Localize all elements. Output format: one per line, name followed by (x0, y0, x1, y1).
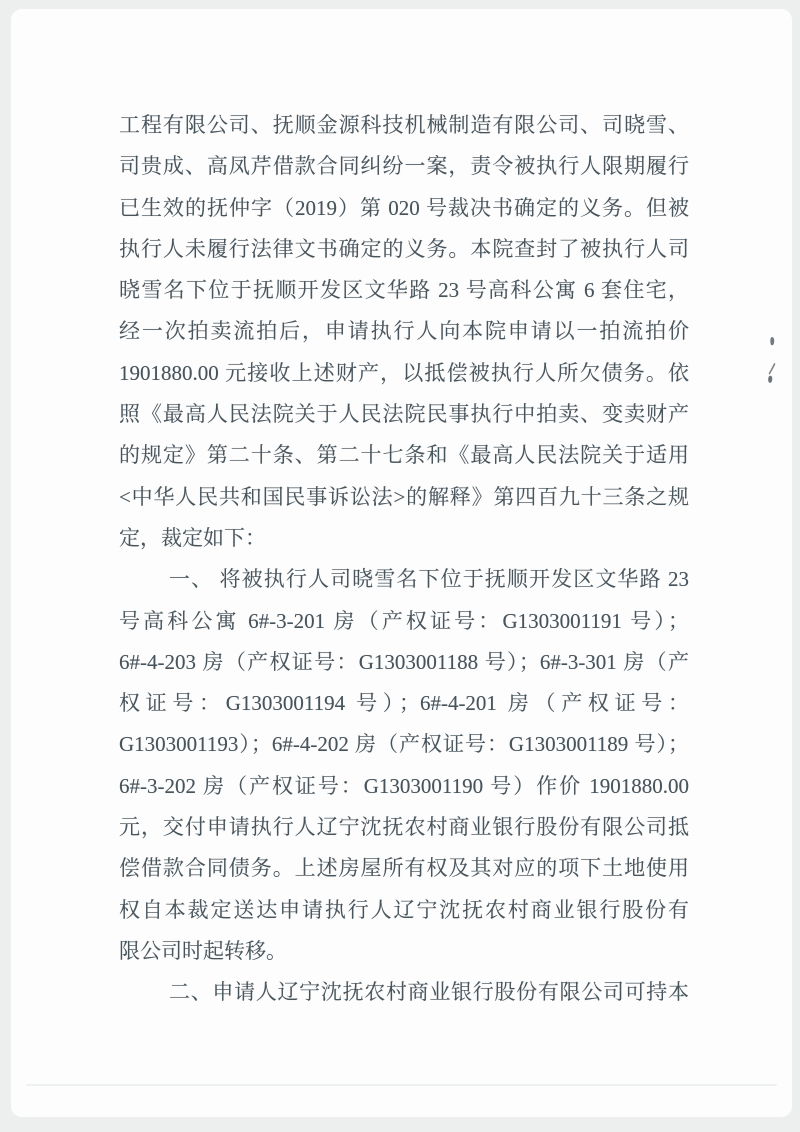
text-line: 照《最高人民法院关于人民法院民事执行中拍卖、变卖财产 (119, 402, 689, 427)
text-line: 1901880.00 元接收上述财产，以抵偿被执行人所欠债务。依 (119, 360, 689, 385)
text-line: 权自本裁定送达申请执行人辽宁沈抚农村商业银行股份有 (119, 897, 689, 922)
text-line: <中华人民共和国民事诉讼法>的解释》第四百九十三条之规 (119, 484, 689, 509)
text-line: 6#-4-203 房（产权证号：G1303001188 号）；6#-3-301 房（产 (119, 649, 689, 674)
text-line: 偿借款合同债务。上述房屋所有权及其对应的项下土地使用 (119, 856, 689, 881)
text-line: 限公司时起转移。 (119, 938, 287, 963)
text-line: 工程有限公司、抚顺金源科技机械制造有限公司、司晓雪、 (119, 113, 689, 137)
document-body (119, 105, 689, 1014)
text-line: G1303001193）；6#-4-202 房（产权证号：G1303001189 号）； (119, 732, 689, 757)
text-line: 晓雪名下位于抚顺开发区文华路 23 号高科公寓 6 套住宅， (119, 278, 689, 303)
text-line: 的规定》第二十条、第二十七条和《最高人民法院关于适用 (119, 443, 689, 468)
ink-tick-icon (770, 364, 775, 374)
scan-artifact-line (26, 1084, 778, 1086)
text-line: 元，交付申请执行人辽宁沈抚农村商业银行股份有限公司抵 (119, 815, 689, 840)
text-line: 执行人未履行法律文书确定的义务。本院查封了被执行人司 (119, 236, 689, 261)
document-page (10, 8, 793, 1118)
text-line: 6#-3-202 房（产权证号：G1303001190 号）作价 1901880.00 (119, 773, 689, 798)
text-line: 号高科公寓 6#-3-201 房（产权证号：G1303001191 号）； (119, 608, 689, 633)
text-line: 二、申请人辽宁沈抚农村商业银行股份有限公司可持本 (169, 980, 689, 1005)
text-line: 权证号：G1303001194 号）；6#-4-201 房（产权证号： (119, 691, 689, 716)
text-line: 一、 将被执行人司晓雪名下位于抚顺开发区文华路 23 (169, 567, 689, 592)
text-line: 定，裁定如下： (119, 525, 266, 550)
text-line: 经一次拍卖流拍后，申请执行人向本院申请以一拍流拍价 (119, 319, 689, 344)
ink-blob-icon (768, 376, 772, 383)
text-line: 司贵成、高凤芹借款合同纠纷一案，责令被执行人限期履行 (119, 154, 689, 179)
ink-marks (760, 333, 782, 389)
text-line: 已生效的抚仲字（2019）第 020 号裁决书确定的义务。但被 (119, 195, 689, 220)
ink-dot-icon (770, 337, 774, 345)
